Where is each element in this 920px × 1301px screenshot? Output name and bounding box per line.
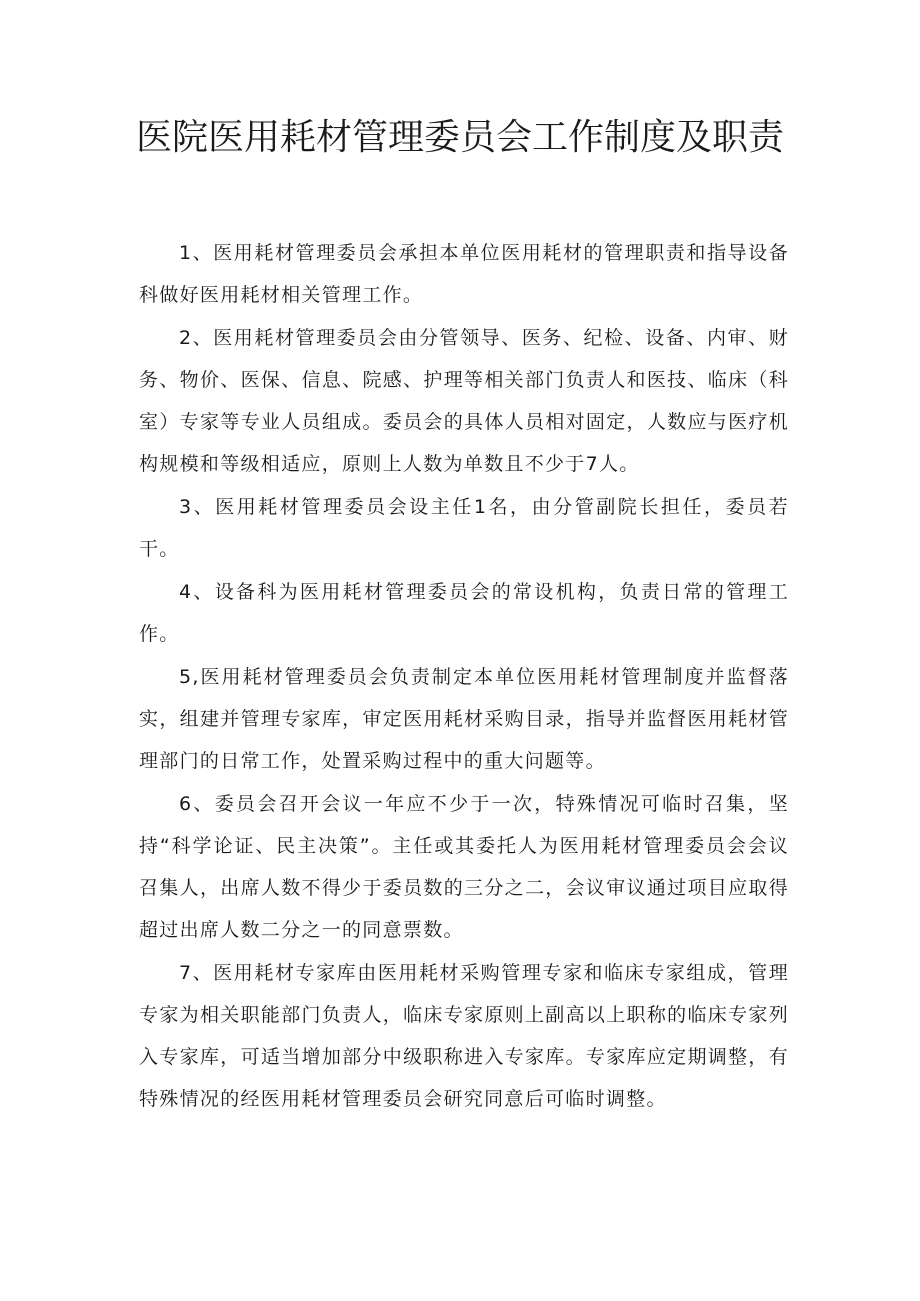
paragraph-5: 5,医用耗材管理委员会负责制定本单位医用耗材管理制度并监督落实，组建并管理专家库，审定医用耗材采购目录，指导并监督医用耗材管理部门的日常工作，处置采购过程中的重大问题等。	[139, 666, 789, 772]
paragraph-1: 1、医用耗材管理委员会承担本单位医用耗材的管理职责和指导设备科做好医用耗材相关管理工作。	[139, 242, 789, 306]
document-body	[139, 232, 789, 1120]
paragraph-7: 7、医用耗材专家库由医用耗材采购管理专家和临床专家组成，管理专家为相关职能部门负责人，临床专家原则上副高以上职称的临床专家列入专家库，可适当增加部分中级职称进入专家库。专家库应定期调整，有特殊情况的经医用耗材管理委员会研究同意后可临时调整。	[139, 962, 789, 1110]
document-title: 医院医用耗材管理委员会工作制度及职责	[135, 117, 784, 158]
paragraph-6: 6、委员会召开会议一年应不少于一次，特殊情况可临时召集，坚持“科学论证、民主决策”。主任或其委托人为医用耗材管理委员会会议召集人，出席人数不得少于委员数的三分之二，会议审议通过项目应取得超过出席人数二分之一的同意票数。	[139, 793, 789, 941]
paragraph-4: 4、设备科为医用耗材管理委员会的常设机构，负责日常的管理工作。	[139, 581, 789, 645]
paragraph-3: 3、医用耗材管理委员会设主任1名，由分管副院长担任，委员若干。	[139, 496, 789, 560]
paragraph-2: 2、医用耗材管理委员会由分管领导、医务、纪检、设备、内审、财务、物价、医保、信息、院感、护理等相关部门负责人和医技、临床（科室）专家等专业人员组成。委员会的具体人员相对固定，人数应与医疗机构规模和等级相适应，原则上人数为单数且不少于7人。	[139, 327, 789, 475]
